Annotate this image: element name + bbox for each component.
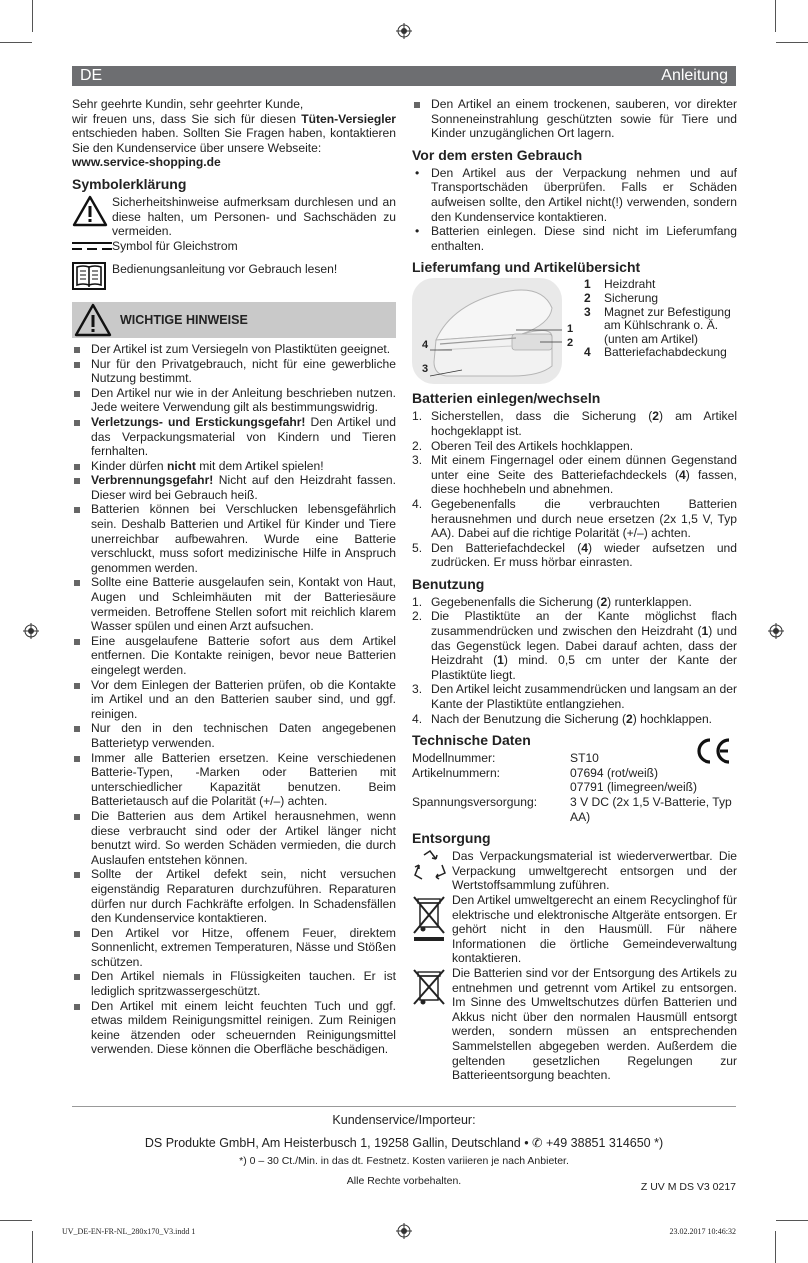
- step-item: 1. Gegebenenfalls die Sicherung (2) runterklappen.: [412, 594, 692, 609]
- important-notices-banner: [72, 302, 396, 338]
- website-link[interactable]: www.service-shopping.de: [72, 155, 221, 170]
- step-text: Die Plastiktüte an der Kante möglichst flach zusammendrücken und zwischen den Heizdraht (1) und das Gegenstück legen. Dabei darauf achten, dass der Heizdraht (1) mind. 0,5 cm unter der Kante der Plastiktüte liegt.: [431, 609, 737, 682]
- registration-mark-icon: [768, 623, 784, 639]
- crop-mark: [0, 1220, 32, 1221]
- disposal-packaging: [412, 849, 737, 893]
- document-code: Z UV M DS V3 0217: [640, 1181, 736, 1193]
- symbol-manual-row: [72, 262, 396, 294]
- salutation: Sehr geehrte Kundin, sehr geehrter Kunde,: [72, 97, 304, 111]
- list-item: Der Artikel ist zum Versiegeln von Plastiktüten geeignet.: [72, 342, 396, 357]
- list-item: Eine ausgelaufene Batterie sofort aus dem Artikel entfernen. Die Kontakte reinigen, bevor neue Batterien eingelegt werden.: [72, 634, 396, 678]
- tech-value: 07791 (limegreen/weiß): [570, 780, 698, 795]
- step-item: 3. Mit einem Fingernagel oder einem dünnen Gegenstand unter eine Seite des Batteriefachdeckels (4) fassen, diese hochhebeln und abnehmen.: [412, 453, 737, 497]
- list-item: • Den Artikel aus der Verpackung nehmen und auf Transportschäden überprüfen. Falls er Schäden aufweisen sollte, den Artikel nicht(!) verwenden, sondern den Kundenservice kontaktieren.: [412, 166, 737, 224]
- tech-label: Artikelnummern:: [412, 765, 501, 780]
- step-text: Sicherstellen, dass die Sicherung (2) am Artikel hochgeklappt ist.: [431, 409, 738, 438]
- crossed-bin-icon: [412, 893, 446, 943]
- recycling-icon: [412, 849, 448, 883]
- important-notices-heading: WICHTIGE HINWEISE: [120, 312, 248, 327]
- callout-4: 4: [422, 339, 429, 352]
- warning-triangle-icon: [72, 195, 108, 227]
- intro-paragraph: wir freuen uns, dass Sie sich für diesen Tüten-Versiegler entschieden haben. Sollten Sie Fragen haben, kontaktieren Sie den Kundenservice über unsere Webseite:: [72, 111, 396, 155]
- header-bar: [72, 66, 736, 86]
- product-image: [412, 278, 574, 384]
- header-title: Anleitung: [661, 67, 728, 84]
- part-item: 4 Batteriefachabdeckung: [584, 345, 727, 360]
- crop-mark: [0, 42, 32, 43]
- crop-mark: [775, 1231, 776, 1263]
- callout-3: 3: [422, 363, 429, 376]
- step-text: Oberen Teil des Artikels hochklappen.: [431, 438, 634, 453]
- parts-list: [584, 278, 737, 384]
- tech-table: [412, 751, 737, 824]
- crop-mark: [776, 42, 808, 43]
- overview-heading: Lieferumfang und Artikelübersicht: [412, 259, 641, 276]
- slug-timestamp: 23.02.2017 10:46:32: [669, 1227, 736, 1236]
- step-text: Den Batteriefachdeckel (4) wieder aufsetzen und zudrücken. Er muss hörbar einrasten.: [431, 540, 738, 570]
- tech-label: Modellnummer:: [412, 751, 496, 766]
- part-item: 1 Heizdraht: [584, 277, 656, 292]
- disposal-battery: [412, 966, 737, 1083]
- direct-current-icon: [72, 239, 112, 253]
- list-item: Den Artikel niemals in Flüssigkeiten tauchen. Er ist lediglich spritzwassergeschützt.: [72, 969, 396, 998]
- part-item: 2 Sicherung: [584, 290, 659, 305]
- disposal-weee-text: Den Artikel umweltgerecht an einem Recyclinghof für elektrische und elektronische Altgeräte entsorgen. Er gehört nicht in den Hausmüll. Für nähere Informationen die örtliche Gemeindeverwaltung kontaktieren.: [452, 892, 737, 966]
- bag-sealer-illustration: [412, 278, 562, 384]
- list-item: Verletzungs- und Erstickungsgefahr! Den Artikel und das Verpackungsmaterial von Kindern und Tieren fernhalten.: [72, 415, 396, 459]
- tech-section: [412, 732, 737, 824]
- list-item: Sollte eine Batterie ausgelaufen sein, Kontakt von Haut, Augen und Schleimhäuten mit der Batteriesäure vermeiden. Betroffene Stellen sofort mit reichlich klarem Wasser spülen und einen Arzt aufsuchen.: [72, 575, 396, 633]
- list-item: Die Batterien aus dem Artikel herausnehmen, wenn diese verbraucht sind oder der Artikel länger nicht benutzt wird. So werden Schäden vermieden, die durch Auslaufen entstehen können.: [72, 809, 396, 867]
- symbol-dc-row: [72, 239, 396, 257]
- language-code: DE: [80, 67, 103, 84]
- symbols-heading: Symbolerklärung: [72, 175, 187, 192]
- step-item: 3. Den Artikel leicht zusammendrücken und langsam an der Kante der Plastiktüte entlangziehen.: [412, 682, 737, 712]
- first-use-heading: Vor dem ersten Gebrauch: [412, 146, 583, 163]
- step-item: 1. Sicherstellen, dass die Sicherung (2) am Artikel hochgeklappt ist.: [412, 409, 738, 438]
- symbol-dc-text: Symbol für Gleichstrom: [112, 238, 238, 253]
- callout-2: 2: [567, 337, 574, 350]
- warning-triangle-icon: [74, 303, 112, 337]
- list-item: Den Artikel vor Hitze, offenem Feuer, direktem Sonnenlicht, extremen Temperaturen, Nässe und Stößen schützen.: [72, 926, 396, 970]
- product-overview: [412, 278, 737, 384]
- step-text: Den Artikel leicht zusammendrücken und langsam an der Kante der Plastiktüte entlangziehen.: [431, 682, 737, 712]
- step-text: Gegebenenfalls die Sicherung (2) runterklappen.: [431, 594, 692, 609]
- callout-1: 1: [567, 323, 574, 336]
- step-item: 4. Gegebenenfalls die verbrauchten Batterien herausnehmen und durch neue ersetzen (2x 1,5 V, Typ AA). Dabei auf die richtige Polarität (+/–) achten.: [412, 496, 737, 541]
- list-item: Den Artikel nur wie in der Anleitung beschrieben nutzen. Jede weitere Verwendung gilt als bestimmungswidrig.: [72, 386, 396, 415]
- list-item: • Batterien einlegen. Diese sind nicht im Lieferumfang enthalten.: [412, 224, 737, 253]
- list-item: Nur für den Privatgebrauch, nicht für eine gewerbliche Nutzung bestimmt.: [72, 357, 396, 386]
- disposal-weee: [412, 893, 737, 966]
- footer: [72, 1106, 736, 1187]
- usage-heading: Benutzung: [412, 575, 485, 592]
- phone-cost-note: *) 0 – 30 Ct./Min. in das dt. Festnetz. Kosten variieren je nach Anbieter.: [239, 1155, 569, 1167]
- ce-mark-icon: [693, 736, 733, 766]
- slug-filename: UV_DE-EN-FR-NL_280x170_V3.indd 1: [62, 1227, 196, 1236]
- list-item: Sollte der Artikel defekt sein, nicht versuchen eigenständig Reparaturen durchzuführen. Reparaturen dürfen nur durch Fachkräfte erfolgen. In Schadensfällen den Kundenservice kontaktieren.: [72, 867, 396, 925]
- open-book-icon: [72, 262, 106, 290]
- symbol-warning-row: [72, 195, 396, 239]
- part-item: 3 Magnet zur Befestigung am Kühlschrank o. Ä. (unten am Artikel): [584, 304, 731, 346]
- list-item: Batterien können bei Verschlucken lebensgefährlich sein. Deshalb Batterien und Artikel für Kinder und Tiere unerreichbar aufbewahren. Wurde eine Batterie verschluckt, muss sofort medizinische Hilfe in Anspruch genommen werden.: [72, 502, 396, 575]
- list-item: Kinder dürfen nicht mit dem Artikel spielen!: [72, 459, 396, 474]
- step-text: Mit einem Fingernagel oder einem dünnen Gegenstand unter eine Seite des Batteriefachdeckels (4) fassen, diese hochhebeln und abnehmen.: [431, 453, 737, 497]
- list-item: Nur den in den technischen Daten angegebenen Batterietyp verwenden.: [72, 721, 396, 750]
- storage-list: [412, 97, 737, 141]
- list-item: Verbrennungsgefahr! Nicht auf den Heizdraht fassen. Dieser wird bei Gebrauch heiß.: [72, 473, 396, 502]
- step-text: Gegebenenfalls die verbrauchten Batterien herausnehmen und durch neue ersetzen (2x 1,5 V, Typ AA). Dabei auf die richtige Polarität (+/–) achten.: [431, 496, 737, 541]
- tech-label: [412, 780, 570, 795]
- step-text: Nach der Benutzung die Sicherung (2) hochklappen.: [431, 711, 713, 726]
- usage-steps: [412, 595, 737, 726]
- batteries-steps: [412, 409, 737, 570]
- tech-value: 3 V DC (2x 1,5 V-Batterie, Typ AA): [570, 795, 732, 824]
- crop-mark: [32, 0, 33, 32]
- registration-mark-icon: [23, 623, 39, 639]
- crop-mark: [32, 1231, 33, 1263]
- tech-label: Spannungsversorgung:: [412, 795, 538, 809]
- tech-value: ST10: [570, 751, 599, 766]
- right-column: [412, 97, 737, 1083]
- disposal-packaging-text: Das Verpackungsmaterial ist wiederverwertbar. Die Verpackung umweltgerecht entsorgen und der Wertstoffsammlung zuführen.: [452, 849, 737, 893]
- crop-mark: [775, 0, 776, 32]
- step-item: 2. Die Plastiktüte an der Kante möglichst flach zusammendrücken und zwischen den Heizdraht (1) und das Gegenstück legen. Dabei darauf achten, dass der Heizdraht (1) mind. 0,5 cm unter der Kante der Plastiktüte liegt.: [412, 609, 737, 682]
- symbol-warning-text: Sicherheitshinweise aufmerksam durchlesen und an diese halten, um Personen- und Sachschäden zu vermeiden.: [112, 194, 396, 239]
- batteries-heading: Batterien einlegen/wechseln: [412, 390, 601, 407]
- registration-mark-icon: [396, 1223, 412, 1239]
- step-item: 2. Oberen Teil des Artikels hochklappen.: [412, 438, 634, 453]
- battery-bin-icon: [412, 966, 446, 1006]
- step-item: 5. Den Batteriefachdeckel (4) wieder aufsetzen und zudrücken. Er muss hörbar einrasten.: [412, 540, 738, 570]
- list-item: Den Artikel mit einem leicht feuchten Tuch und ggf. etwas mildem Reinigungsmittel reinigen. Zum Reinigen keine ätzenden oder scheuernden Reinigungsmittel verwenden. Diese können die Oberfläche beschädigen.: [72, 999, 396, 1057]
- disposal-battery-text: Die Batterien sind vor der Entsorgung des Artikels zu entnehmen und getrennt vom Artikel zu entsorgen. Im Sinne des Umweltschutzes dürfen Batterien und Akkus nicht über den normalen Hausmüll entsorgt werden, sondern müssen an entsprechenden Sammelstellen abgegeben werden. Außerdem die geltenden gesetzlichen Regelungen zur Batterieentsorgung beachten.: [452, 965, 737, 1083]
- symbol-manual-text: Bedienungsanleitung vor Gebrauch lesen!: [112, 262, 338, 277]
- tech-heading: Technische Daten: [412, 732, 531, 749]
- importer-address: DS Produkte GmbH, Am Heisterbusch 1, 19258 Gallin, Deutschland • ✆ +49 38851 314650 *): [144, 1136, 664, 1150]
- list-item: Immer alle Batterien ersetzen. Keine verschiedenen Batterie-Typen, -Marken oder Batterien mit unterschiedlicher Kapazität benutzen. Beim Batterietausch auf die Polarität (+/–) achten.: [72, 751, 396, 809]
- list-item: Den Artikel an einem trockenen, sauberen, vor direkter Sonneneinstrahlung geschützten sowie für Tiere und Kinder unzugänglichen Ort lagern.: [412, 97, 737, 141]
- registration-mark-icon: [396, 23, 412, 39]
- tech-value: 07694 (rot/weiß): [570, 765, 659, 780]
- list-item: Vor dem Einlegen der Batterien prüfen, ob die Kontakte im Artikel und an den Batterien sauber sind, und ggf. reinigen.: [72, 678, 396, 722]
- important-notices-list: [72, 342, 396, 1057]
- disposal-heading: Entsorgung: [412, 830, 491, 847]
- rights-reserved: Alle Rechte vorbehalten.: [346, 1175, 462, 1187]
- step-item: 4. Nach der Benutzung die Sicherung (2) hochklappen.: [412, 711, 713, 726]
- left-column: [72, 97, 396, 1057]
- customer-service-label: Kundenservice/Importeur:: [332, 1113, 476, 1127]
- first-use-list: [412, 166, 737, 254]
- crop-mark: [776, 1220, 808, 1221]
